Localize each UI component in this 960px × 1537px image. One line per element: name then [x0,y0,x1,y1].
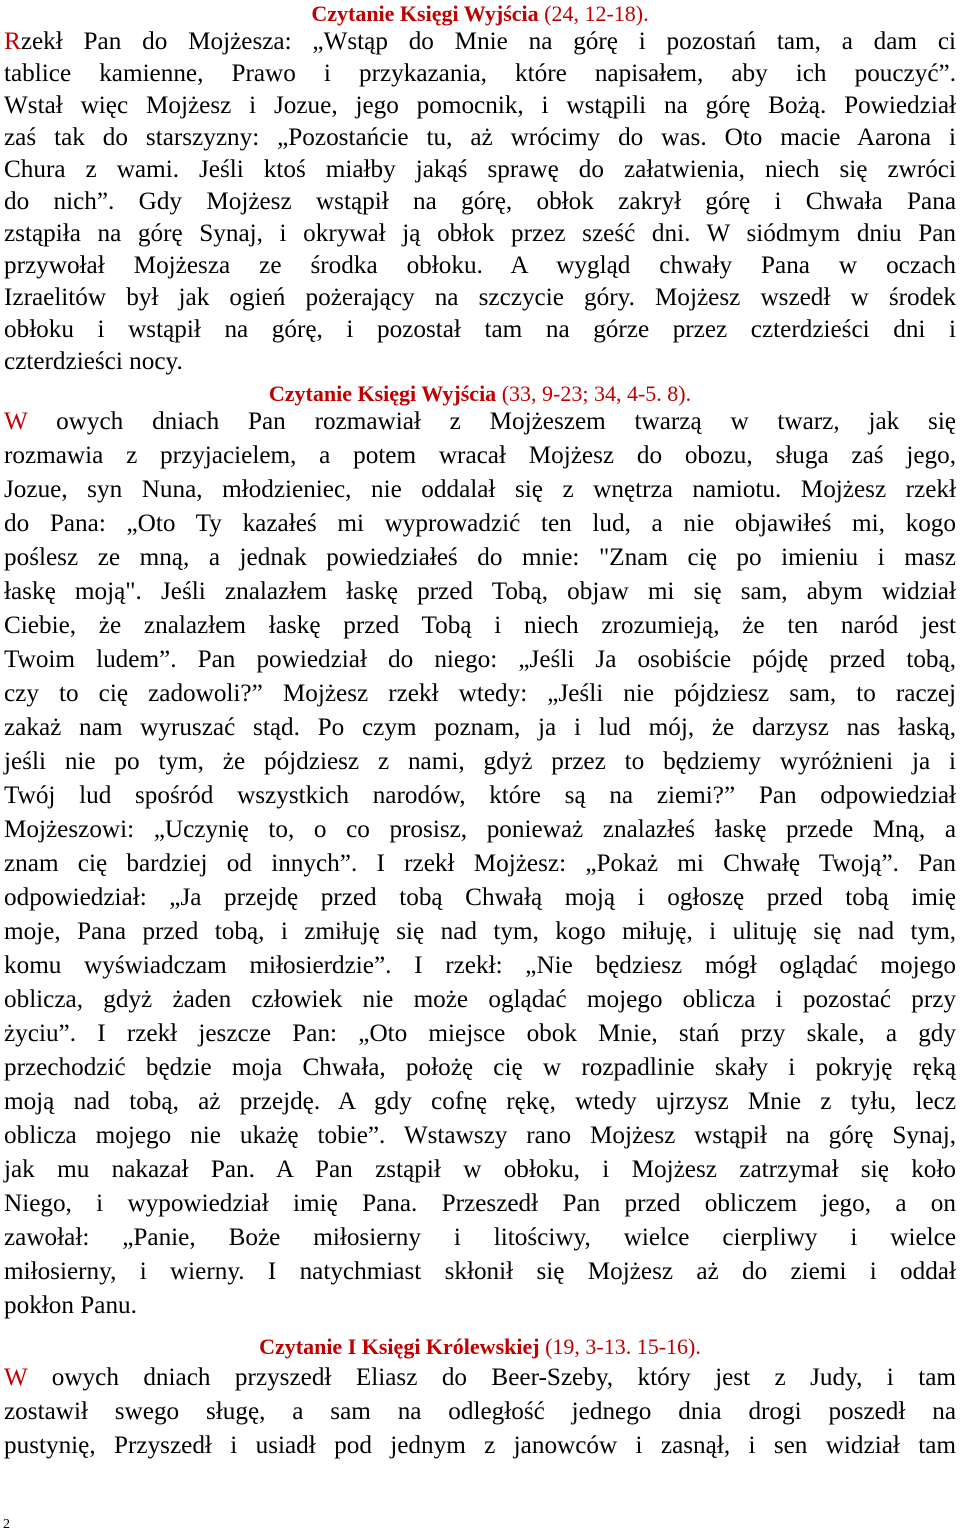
text-line: W owych dniach Pan rozmawiał z Mojżeszem twarzą w twarz, jak się [4,408,956,435]
text-line: W owych dniach przyszedł Eliasz do Beer-Szeby, który jest z Judy, i tam [4,1364,956,1391]
text-line: Izraelitów był jak ogień pożerający na szczycie góry. Mojżesz wszedł w środek [4,284,956,311]
text-line: zakaż nam wyruszać stąd. Po czym poznam, ja i lud mój, że darzysz nas łaską, [4,714,956,741]
text-line: oblicza, gdyż żaden człowiek nie może oglądać mojego oblicza i pozostać przy [4,986,956,1013]
text-line: Wstał więc Mojżesz i Jozue, jego pomocnik, i wstąpili na górę Bożą. Powiedział [4,92,956,119]
heading-title: Czytanie Księgi Wyjścia [268,381,497,406]
text-line: łaskę moją". Jeśli znalazłem łaskę przed Tobą, objaw mi się sam, abym widział [4,578,956,605]
text-line: przechodzić będzie moja Chwała, położę cię w rozpadlinie skały i pokryję ręką [4,1054,956,1081]
text-line: Jozue, syn Nuna, młodzieniec, nie oddalał się z wnętrza namiotu. Mojżesz rzekł [4,476,956,503]
text-line: moją nad tobą, aż przejdę. A gdy cofnę rękę, wtedy ujrzysz Mnie z tyłu, lecz [4,1088,956,1115]
text-line: znam cię bardziej od innych”. I rzekł Mojżesz: „Pokaż mi Chwałę Twoją”. Pan [4,850,956,877]
reading-heading [0,381,960,407]
heading-reference: (24, 12-18). [544,1,649,26]
text-line: zstąpiła na górę Synaj, i okrywał ją obłok przez sześć dni. W siódmym dniu Pan [4,220,956,247]
text-line: do nich”. Gdy Mojżesz wstąpił na górę, obłok zakrył górę i Chwała Pana [4,188,956,215]
text-line: czterdzieści nocy. [4,348,183,375]
text-line: czy to cię zadowoli?” Mojżesz rzekł wtedy: „Jeśli nie pójdziesz sam, to raczej [4,680,956,707]
text-line: rozmawia z przyjacielem, a potem wracał Mojżesz do obozu, sługa zaś jego, [4,442,956,469]
text-line: Twój lud spośród wszystkich narodów, które są na ziemi?” Pan odpowiedział [4,782,956,809]
text-line: Rzekł Pan do Mojżesza: „Wstąp do Mnie na górę i pozostań tam, a dam ci [4,28,956,55]
text-line: pokłon Panu. [4,1292,137,1319]
text-line: moje, Pana przed tobą, i zmiłuję się nad tym, kogo miłuję, i ulituję się nad tym, [4,918,956,945]
text-line: obłoku i wstąpił na górę, i pozostał tam na górze przez czterdzieści dni i [4,316,956,343]
text-line: oblicza mojego nie ukażę tobie”. Wstawszy rano Mojżesz wstąpił na górę Synaj, [4,1122,956,1149]
text-line: pustynię, Przyszedł i usiadł pod jednym z janowców i zasnął, i sen widział tam [4,1432,956,1459]
text-line: Niego, i wypowiedział imię Pana. Przeszedł Pan przed obliczem jego, a on [4,1190,956,1217]
initial-letter: W [4,1364,28,1391]
text-line: tablice kamienne, Prawo i przykazania, które napisałem, aby ich pouczyć”. [4,60,956,87]
text-line: jeśli nie po tym, że pójdziesz z nami, gdyż przez to będziemy wyróżnieni ja i [4,748,956,775]
text-line: przywołał Mojżesza ze środka obłoku. A wygląd chwały Pana w oczach [4,252,956,279]
text-line: zawołał: „Panie, Boże miłosierny i litościwy, wielce cierpliwy i wielce [4,1224,956,1251]
initial-letter: R [4,28,21,55]
initial-letter: W [4,408,28,435]
heading-reference: (19, 3-13. 15-16). [545,1334,701,1359]
text-line: poślesz ze mną, a jednak powiedziałeś do mnie: "Znam cię po imieniu i masz [4,544,956,571]
text-line: komu wyświadczam miłosierdzie”. I rzekł: „Nie będziesz mógł oglądać mojego [4,952,956,979]
text-line: zaś tak do starszyzny: „Pozostańcie tu, aż wrócimy do was. Oto macie Aarona i [4,124,956,151]
text-line: Mojżeszowi: „Uczynię to, o co prosisz, ponieważ znalazłeś łaskę przede Mną, a [4,816,956,843]
heading-title: Czytanie I Księgi Królewskiej [259,1334,540,1359]
text-line: jak mu nakazał Pan. A Pan zstąpił w obłoku, i Mojżesz zatrzymał się koło [4,1156,956,1183]
reading-heading [0,1334,960,1360]
page-number: 2 [3,1517,10,1532]
heading-reference: (33, 9-23; 34, 4-5. 8). [501,381,692,406]
text-line: do Pana: „Oto Ty kazałeś mi wyprowadzić ten lud, a nie objawiłeś mi, kogo [4,510,956,537]
heading-title: Czytanie Księgi Wyjścia [311,1,539,26]
text-line: Twoim ludem”. Pan powiedział do niego: „Jeśli Ja osobiście pójdę przed tobą, [4,646,956,673]
text-line: Ciebie, że znalazłem łaskę przed Tobą i niech zrozumieją, że ten naród jest [4,612,956,639]
text-line: miłosierny, i wierny. I natychmiast skłonił się Mojżesz aż do ziemi i oddał [4,1258,956,1285]
text-line: życiu”. I rzekł jeszcze Pan: „Oto miejsce obok Mnie, stań przy skale, a gdy [4,1020,956,1047]
text-line: zostawił swego sługę, a sam na odległość jednego dnia drogi poszedł na [4,1398,956,1425]
reading-heading [0,1,960,27]
text-line: odpowiedział: „Ja przejdę przed tobą Chwałą moją i ogłoszę przed tobą imię [4,884,956,911]
text-line: Chura z wami. Jeśli ktoś miałby jakąś sprawę do załatwienia, niech się zwróci [4,156,956,183]
